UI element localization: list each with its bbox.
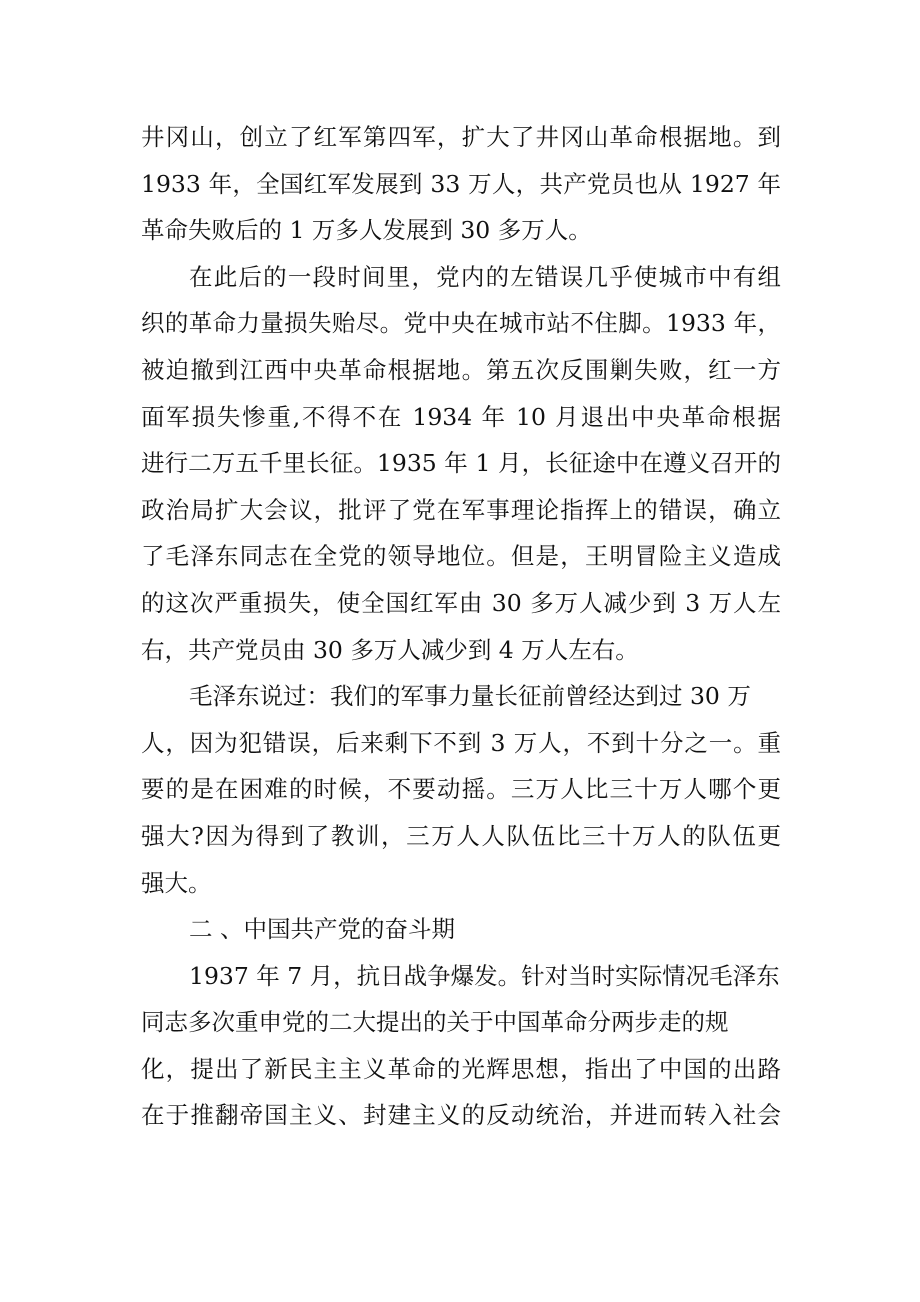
text-line: 1933 年，全国红军发展到 33 万人，共产党员也从 1927 年	[141, 169, 781, 198]
text-line: 进行二万五千里长征。1935 年 1 月，长征途中在遵义召开的	[141, 449, 781, 478]
text-line: 井冈山，创立了红军第四军，扩大了井冈山革命根据地。到	[141, 123, 781, 151]
text-line: 强大?因为得到了教训，三万人人队伍比三十万人的队伍更	[141, 821, 781, 850]
text-line: 右，共产党员由 30 多万人减少到 4 万人左右。	[141, 635, 639, 664]
document-body	[141, 114, 781, 1139]
paragraph-start-line: 1937 年 7 月，抗日战争爆发。针对当时实际情况毛泽东	[189, 961, 780, 990]
text-line: 革命失败后的 1 万多人发展到 30 多万人。	[141, 216, 592, 245]
text-line: 人，因为犯错误，后来剩下不到 3 万人，不到十分之一。重	[141, 728, 781, 757]
paragraph-start-line: 毛泽东说过：我们的军事力量长征前曾经达到过 30 万	[189, 682, 751, 711]
text-line: 被迫撤到江西中央革命根据地。第五次反围剿失败，红一方	[141, 355, 781, 384]
text-line: 织的革命力量损失贻尽。党中央在城市站不住脚。1933 年，	[141, 309, 781, 338]
text-line: 政治局扩大会议，批评了党在军事理论指挥上的错误，确立	[141, 495, 781, 524]
text-line: 要的是在困难的时候，不要动摇。三万人比三十万人哪个更	[141, 775, 781, 804]
text-line: 强大。	[141, 868, 212, 897]
text-line: 了毛泽东同志在全党的领导地位。但是，王明冒险主义造成	[141, 542, 781, 571]
text-line: 的这次严重损失，使全国红军由 30 多万人减少到 3 万人左	[141, 588, 781, 617]
text-line: 面军损失惨重,不得不在 1934 年 10 月退出中央革命根据	[141, 402, 781, 431]
paragraph-start-line: 在此后的一段时间里，党内的左错误几乎使城市中有组	[189, 262, 781, 291]
text-line: 在于推翻帝国主义、封建主义的反动统治，并进而转入社会	[141, 1101, 781, 1130]
text-line: 化，提出了新民主主义革命的光辉思想，指出了中国的出路	[141, 1054, 781, 1083]
text-line: 同志多次重申党的二大提出的关于中国革命分两步走的规	[141, 1008, 729, 1037]
section-heading: 二 、中国共产党的奋斗期	[189, 915, 455, 944]
